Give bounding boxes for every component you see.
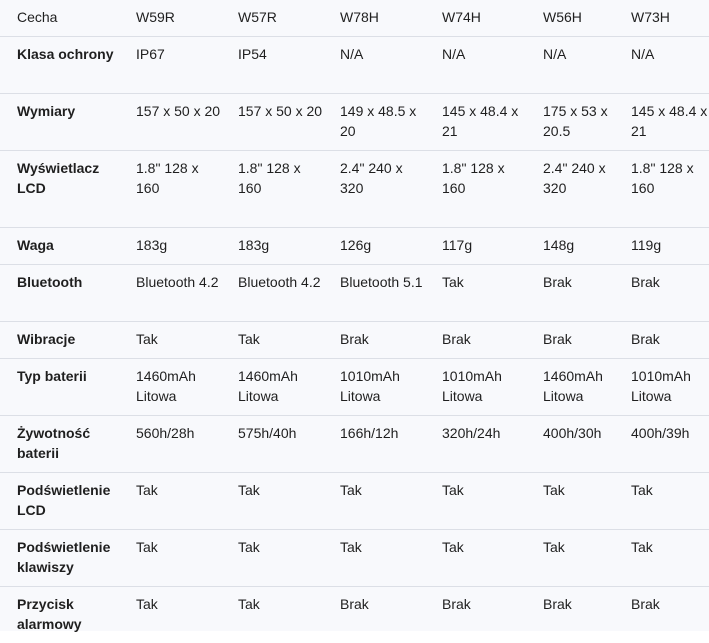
table-cell: 1.8" 128 x 160 — [426, 151, 527, 228]
table-cell: IP54 — [222, 37, 324, 94]
table-cell: Tak — [222, 473, 324, 530]
table-cell: Brak — [527, 265, 615, 322]
table-cell: IP67 — [120, 37, 222, 94]
table-cell: N/A — [426, 37, 527, 94]
table-cell: Tak — [527, 473, 615, 530]
table-cell: Tak — [222, 587, 324, 643]
table-row — [0, 151, 709, 228]
table-cell: 175 x 53 x 20.5 — [527, 94, 615, 151]
table-cell: Brak — [324, 587, 426, 643]
table-cell: 1460mAh Litowa — [222, 359, 324, 416]
table-row — [0, 94, 709, 151]
table-row — [0, 416, 709, 473]
table-cell: 1.8" 128 x 160 — [120, 151, 222, 228]
row-label: Podświetlenie LCD — [0, 473, 120, 530]
header-cell-model: W74H — [426, 0, 527, 37]
table-cell: 126g — [324, 228, 426, 265]
table-cell: 1.8" 128 x 160 — [615, 151, 709, 228]
table-cell: Brak — [527, 322, 615, 359]
table-cell: Tak — [120, 322, 222, 359]
table-cell: 1010mAh Litowa — [615, 359, 709, 416]
header-cell-model: W59R — [120, 0, 222, 37]
table-cell: 1.8" 128 x 160 — [222, 151, 324, 228]
table-cell: Tak — [120, 530, 222, 587]
table-cell: 575h/40h — [222, 416, 324, 473]
row-label: Wibracje — [0, 322, 120, 359]
table-cell: Brak — [527, 587, 615, 643]
header-cell-model: W78H — [324, 0, 426, 37]
table-cell: Brak — [615, 265, 709, 322]
table-cell: 1460mAh Litowa — [120, 359, 222, 416]
table-row — [0, 265, 709, 322]
header-cell-feature: Cecha — [0, 0, 120, 37]
table-cell: 320h/24h — [426, 416, 527, 473]
table-cell: 400h/30h — [527, 416, 615, 473]
table-cell: Tak — [222, 530, 324, 587]
row-label: Typ baterii — [0, 359, 120, 416]
table-cell: 145 x 48.4 x 21 — [426, 94, 527, 151]
table-cell: 183g — [222, 228, 324, 265]
table-cell: 157 x 50 x 20 — [222, 94, 324, 151]
table-cell: 2.4" 240 x 320 — [527, 151, 615, 228]
table-row — [0, 322, 709, 359]
row-label: Wyświetlacz LCD — [0, 151, 120, 228]
table-row — [0, 473, 709, 530]
table-row — [0, 37, 709, 94]
table-cell: 166h/12h — [324, 416, 426, 473]
table-cell: 400h/39h — [615, 416, 709, 473]
table-cell: 117g — [426, 228, 527, 265]
row-label: Bluetooth — [0, 265, 120, 322]
table-row — [0, 359, 709, 416]
table-cell: Brak — [426, 322, 527, 359]
table-cell: 1010mAh Litowa — [426, 359, 527, 416]
table-cell: Tak — [426, 265, 527, 322]
table-cell: Tak — [426, 530, 527, 587]
table-cell: 148g — [527, 228, 615, 265]
table-cell: Tak — [527, 530, 615, 587]
row-label: Wymiary — [0, 94, 120, 151]
table-cell: Tak — [324, 473, 426, 530]
table-cell: N/A — [324, 37, 426, 94]
table-cell: 1460mAh Litowa — [527, 359, 615, 416]
table-cell: 145 x 48.4 x 21 — [615, 94, 709, 151]
table-row — [0, 587, 709, 643]
table-row — [0, 530, 709, 587]
table-cell: 119g — [615, 228, 709, 265]
table-cell: 2.4" 240 x 320 — [324, 151, 426, 228]
header-cell-model: W73H — [615, 0, 709, 37]
row-label: Klasa ochrony — [0, 37, 120, 94]
table-cell: 149 x 48.5 x 20 — [324, 94, 426, 151]
table-cell: Tak — [324, 530, 426, 587]
table-cell: Tak — [120, 587, 222, 643]
table-cell: Tak — [615, 530, 709, 587]
row-label: Żywotność baterii — [0, 416, 120, 473]
table-cell: 157 x 50 x 20 — [120, 94, 222, 151]
table-cell: Brak — [324, 322, 426, 359]
table-cell: Brak — [615, 322, 709, 359]
table-cell: N/A — [615, 37, 709, 94]
row-label: Przycisk alarmowy — [0, 587, 120, 643]
table-cell: Tak — [120, 473, 222, 530]
row-label: Podświetlenie klawiszy — [0, 530, 120, 587]
header-cell-model: W56H — [527, 0, 615, 37]
table-cell: Brak — [426, 587, 527, 643]
table-cell: N/A — [527, 37, 615, 94]
table-cell: Tak — [222, 322, 324, 359]
row-label: Waga — [0, 228, 120, 265]
table-cell: Tak — [426, 473, 527, 530]
table-cell: 560h/28h — [120, 416, 222, 473]
table-row — [0, 228, 709, 265]
table-cell: Bluetooth 4.2 — [120, 265, 222, 322]
header-cell-model: W57R — [222, 0, 324, 37]
table-cell: Brak — [615, 587, 709, 643]
table-cell: 183g — [120, 228, 222, 265]
table-cell: Bluetooth 4.2 — [222, 265, 324, 322]
table-cell: 1010mAh Litowa — [324, 359, 426, 416]
table-header-row — [0, 0, 709, 37]
table-cell: Tak — [615, 473, 709, 530]
table-cell: Bluetooth 5.1 — [324, 265, 426, 322]
